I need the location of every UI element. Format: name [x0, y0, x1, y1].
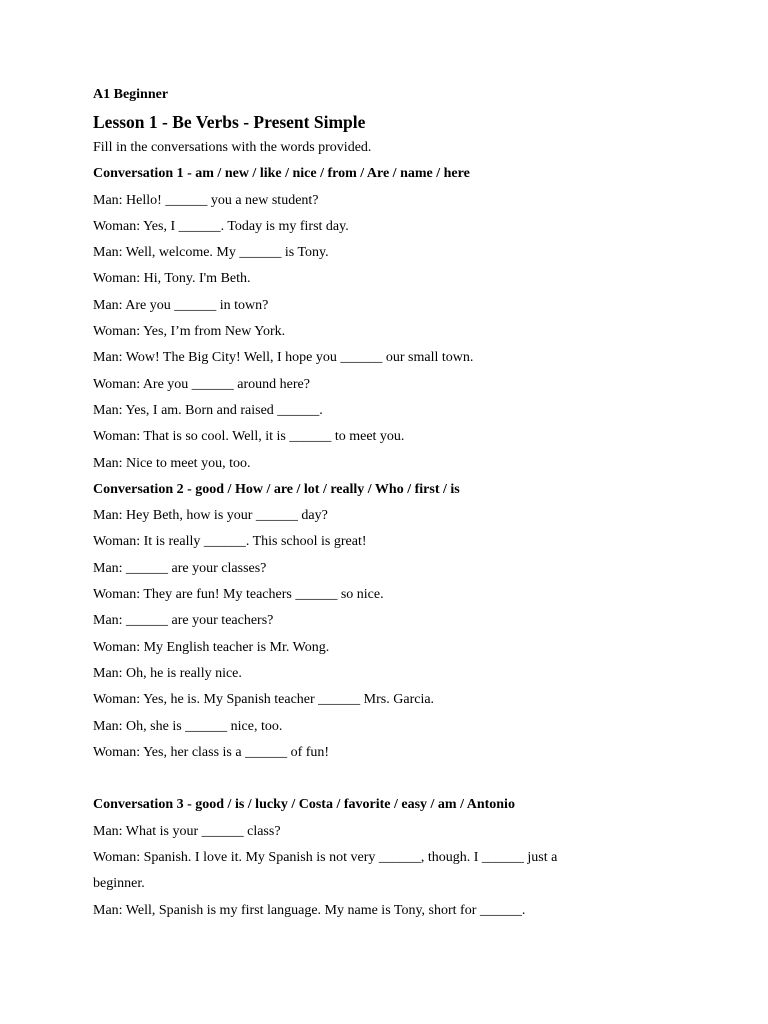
dialogue-line: Man: Wow! The Big City! Well, I hope you ______ our small town.: [93, 350, 474, 366]
instructions-text: Fill in the conversations with the words provided.: [93, 140, 372, 155]
dialogue-line: Man: What is your ______ class?: [93, 823, 281, 839]
dialogue-line: Woman: My English teacher is Mr. Wong.: [93, 639, 330, 655]
dialogue-line: Man: Hey Beth, how is your ______ day?: [93, 508, 328, 524]
dialogue-line: Man: ______ are your classes?: [93, 560, 267, 576]
conversation-heading: Conversation 3 - good / is / lucky / Costa / favorite / easy / am / Antonio: [93, 797, 515, 813]
dialogue-line: Woman: They are fun! My teachers ______ so nice.: [93, 587, 384, 603]
dialogue-line: Woman: Yes, he is. My Spanish teacher ______ Mrs. Garcia.: [93, 692, 435, 708]
dialogue-line: Man: Oh, he is really nice.: [93, 665, 242, 681]
worksheet-page: [93, 86, 693, 924]
dialogue-line: Man: Hello! ______ you a new student?: [93, 192, 319, 208]
conversation-heading: Conversation 1 - am / new / like / nice / from / Are / name / here: [93, 166, 470, 182]
dialogue-line: Man: Are you ______ in town?: [93, 297, 269, 313]
dialogue-line: Woman: Yes, I ______. Today is my first day.: [93, 218, 349, 234]
lesson-title: Lesson 1 - Be Verbs - Present Simple: [93, 112, 366, 132]
dialogue-line: Man: Oh, she is ______ nice, too.: [93, 718, 283, 734]
dialogue-line: Man: Well, Spanish is my first language. My name is Tony, short for ______.: [93, 902, 526, 918]
level-label: A1 Beginner: [93, 87, 169, 102]
dialogue-line: Woman: Are you ______ around here?: [93, 376, 310, 392]
dialogue-line: Woman: Spanish. I love it. My Spanish is not very ______, though. I ______ just a beginner.: [93, 850, 558, 892]
dialogue-line: Woman: Hi, Tony. I'm Beth.: [93, 271, 251, 287]
conversation-heading: Conversation 2 - good / How / are / lot / really / Who / first / is: [93, 481, 460, 497]
dialogue-line: Woman: It is really ______. This school is great!: [93, 534, 367, 550]
dialogue-line: Man: Nice to meet you, too.: [93, 455, 251, 471]
conversation-1: [93, 161, 693, 477]
conversation-2: [93, 477, 693, 766]
dialogue-line: Man: Yes, I am. Born and raised ______.: [93, 402, 323, 418]
blank-line: [93, 766, 693, 792]
dialogue-line: Woman: That is so cool. Well, it is ______ to meet you.: [93, 429, 405, 445]
dialogue-line: Man: Well, welcome. My ______ is Tony.: [93, 245, 329, 261]
conversation-3: [93, 792, 693, 923]
dialogue-line: Woman: Yes, her class is a ______ of fun!: [93, 744, 330, 760]
dialogue-line: Woman: Yes, I’m from New York.: [93, 324, 286, 340]
dialogue-line: Man: ______ are your teachers?: [93, 613, 274, 629]
